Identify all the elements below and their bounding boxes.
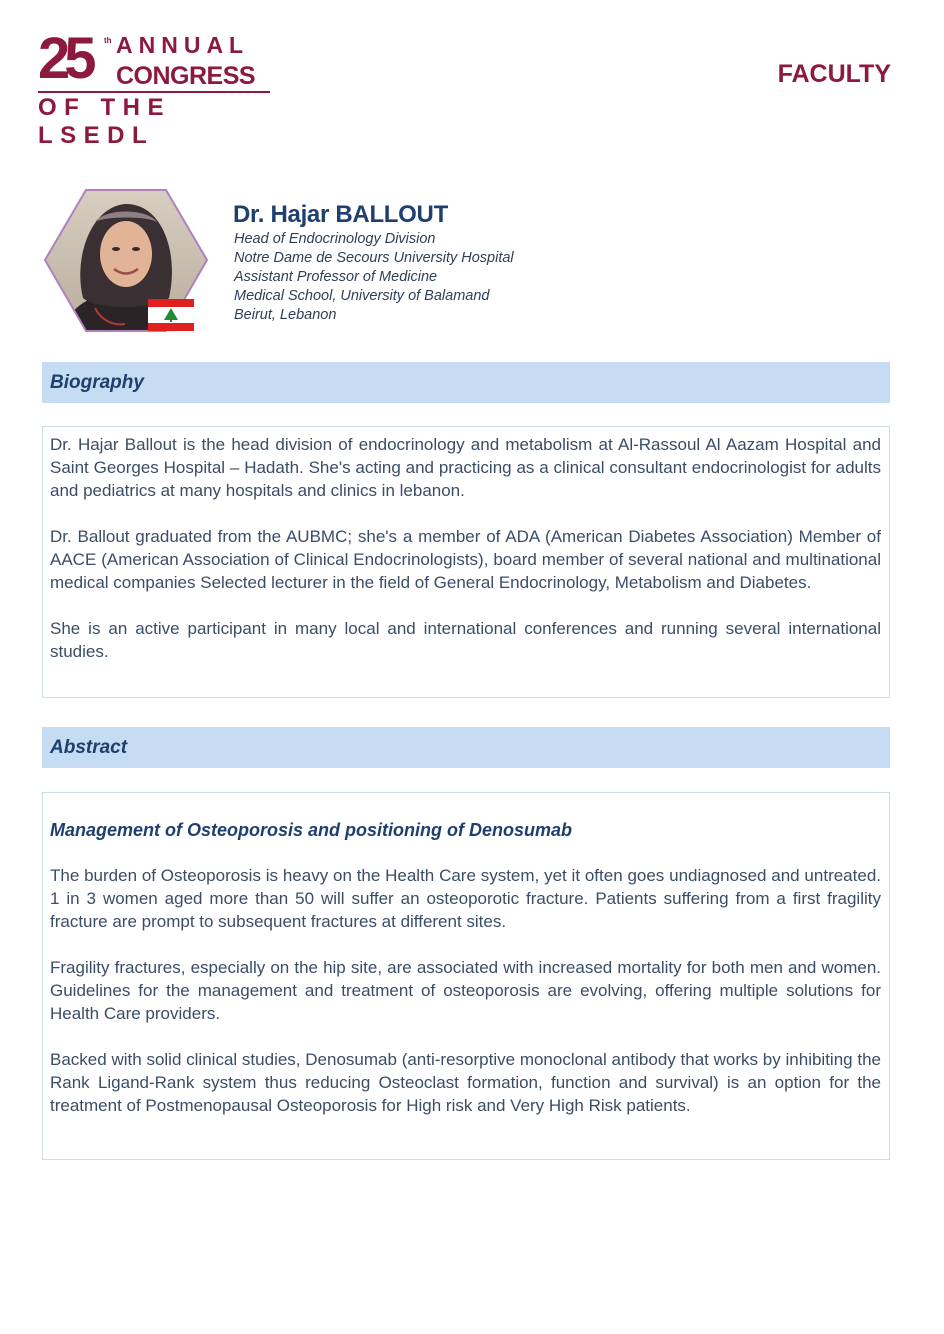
faculty-label: FACULTY xyxy=(777,60,891,88)
abstract-heading: Abstract xyxy=(42,727,890,768)
congress-logo xyxy=(38,26,278,149)
logo-divider xyxy=(38,91,270,93)
speaker-name: Dr. Hajar BALLOUT xyxy=(233,201,448,228)
logo-line-congress: CONGRESS xyxy=(116,62,256,90)
abstract-box xyxy=(42,792,890,1160)
biography-paragraph: Dr. Hajar Ballout is the head division of endocrinology and metabolism at Al-Rassoul Al Aazam Hospital and Saint Georges Hospital – Hadath. She's acting and practicing as a clinical consultant endocrinologist for adults and pediatrics at many hospitals and clinics in lebanon. xyxy=(50,435,881,500)
abstract-paragraph: Fragility fractures, especially on the hip site, are associated with increased mortality for both men and women. Guidelines for the management and treatment of osteoporosis are evolving, offering multiple solutions for Health Care providers. xyxy=(50,958,881,1023)
speaker-affiliations xyxy=(234,230,514,325)
biography-box xyxy=(42,426,890,698)
logo-line-annual: ANNUAL xyxy=(116,32,250,58)
abstract-paragraph: The burden of Osteoporosis is heavy on the Health Care system, yet it often goes undiagnosed and untreated. 1 in 3 women aged more than 50 will suffer an osteoporotic fracture. Patients suffering from a first fragility fracture are prompt to subsequent fractures at different sites. xyxy=(50,866,881,931)
affiliation-line: Medical School, University of Balamand xyxy=(234,288,490,304)
affiliation-line: Assistant Professor of Medicine xyxy=(234,269,438,285)
affiliation-line: Notre Dame de Secours University Hospital xyxy=(234,250,514,266)
biography-paragraph: Dr. Ballout graduated from the AUBMC; she's a member of ADA (American Diabetes Association) Member of AACE (American Association of Clinical Endocrinologists), board member of several national and multinational medical companies Selected lecturer in the field of General Endocrinology, Metabolism and Diabetes. xyxy=(50,527,881,592)
biography-heading: Biography xyxy=(42,362,890,403)
logo-number: 25 xyxy=(38,26,91,91)
affiliation-line: Head of Endocrinology Division xyxy=(234,231,436,247)
biography-paragraph: She is an active participant in many local and international conferences and running several international studies. xyxy=(50,619,881,661)
affiliation-line: Beirut, Lebanon xyxy=(234,307,337,323)
abstract-title: Management of Osteoporosis and positioning of Denosumab xyxy=(50,820,573,840)
logo-ordinal: th xyxy=(104,36,112,45)
lebanon-flag-icon xyxy=(148,299,194,331)
logo-line-lsedl: OF THE LSEDL xyxy=(38,94,171,149)
abstract-paragraph: Backed with solid clinical studies, Denosumab (anti-resorptive monoclonal antibody that works by inhibiting the Rank Ligand-Rank system thus reducing Osteoclast formation, function and survival) is an option for the treatment of Postmenopausal Osteoporosis for High risk and Very High Risk patients. xyxy=(50,1050,881,1115)
